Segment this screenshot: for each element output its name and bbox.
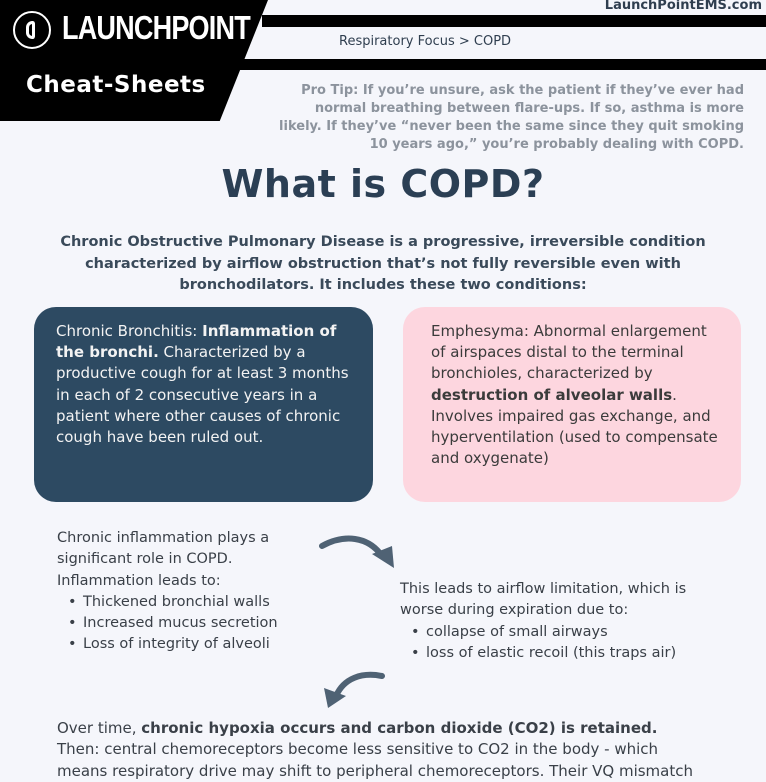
bronchitis-lead: Chronic Bronchitis: [56,322,203,340]
page-title: What is COPD? [221,162,545,206]
list-item: • loss of elastic recoil (this traps air) [426,643,720,664]
bronchitis-rest: Characterized by a productive cough for at least 3 months in each of 2 consecutive years in a patient where other causes of chronic cough have been ruled out. [56,343,349,447]
header-stripe-bottom [240,59,766,70]
cheat-sheets-subtitle: Cheat-Sheets [26,72,206,98]
airflow-text: This leads to airflow limitation, which is worse during expiration due to: [400,581,687,619]
inflammation-section [57,528,307,656]
curved-arrow-right-icon [318,530,398,572]
airflow-section [400,579,720,664]
list-item: • collapse of small airways [426,622,720,643]
pro-tip: Pro Tip: If you’re unsure, ask the patient if they’ve ever had normal breathing between flare-ups. If so, asthma is more likely. If they’ve “never been the same since they quit smoking 10 years ago,” you’re probably dealing with COPD. [279,83,744,152]
emphysema-rest: . Involves impaired gas exchange, and hyperventilation (used to compensate and oxygenate) [431,385,718,468]
overtime-bold: chronic hypoxia occurs and carbon dioxide (CO2) is retained. [141,719,658,737]
list-item: • Thickened bronchial walls [83,592,307,613]
list-item: • Increased mucus secretion [83,613,307,634]
overtime-section [57,718,757,782]
site-link[interactable]: LaunchPointEMS.com [604,0,762,13]
breadcrumb: Respiratory Focus > COPD [339,34,512,49]
intro-text: Chronic Obstructive Pulmonary Disease is a progressive, irreversible condition characterized by airflow obstruction that’s not fully reversible even with bronchodilators. It includes these two conditions: [60,234,706,293]
list-item: • Loss of integrity of alveoli [83,634,307,655]
overtime-line3: means respiratory drive may shift to peripheral chemoreceptors. Their VQ mismatch [57,761,693,780]
inflammation-text: Chronic inflammation plays a significant role in COPD. Inflammation leads to: [57,530,270,589]
overtime-line2: Then: central chemoreceptors become less sensitive to CO2 in the body - which [57,740,659,759]
overtime-lead: Over time, [57,719,142,737]
emphysema-bold: destruction of alveolar walls [431,385,673,404]
header-stripe-top [262,15,766,27]
brand-name: LAUNCHPOINT [62,9,250,46]
emphysema-lead: Emphesyma: Abnormal enlargement of airspaces distal to the terminal bronchioles, characterized by [431,322,707,383]
curved-arrow-left-icon [320,670,386,712]
launchpoint-logo-icon [13,11,51,49]
bronchitis-bold: Inflammation of the bronchi. [56,322,337,362]
chronic-bronchitis-card [34,307,373,502]
emphysema-card [403,307,741,502]
